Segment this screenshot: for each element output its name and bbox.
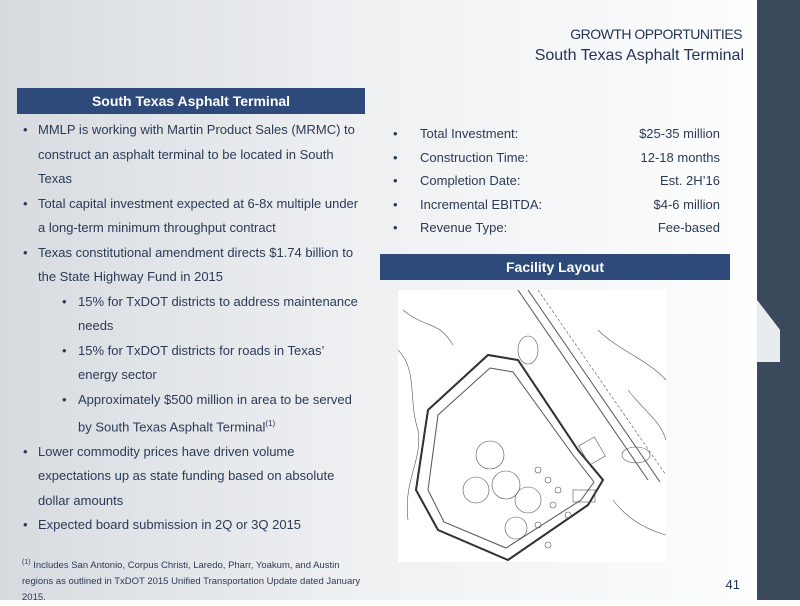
- metric-row: [393, 169, 720, 193]
- footnote-text: Includes San Antonio, Corpus Christi, Laredo, Pharr, Yoakum, and Austin regions as outlined in TxDOT 2015 Unified Transportation Update dated January 2015.: [22, 560, 361, 604]
- page-number: 41: [725, 577, 740, 592]
- slide-subtitle: South Texas Asphalt Terminal: [534, 47, 744, 64]
- bullet-text: Lower commodity prices have driven volume expectations up as state funding based on absolute dollar amounts: [38, 443, 335, 508]
- metric-value: 12-18 months: [640, 149, 720, 165]
- metric-value: Fee-based: [657, 220, 720, 235]
- metric-row: [393, 146, 720, 170]
- sub-bullet-item: [22, 339, 367, 388]
- metric-label: Total Investment:: [420, 126, 519, 141]
- metric-row: [393, 193, 720, 217]
- left-section-header: South Texas Asphalt Terminal: [17, 88, 365, 114]
- facility-layout-drawing: [398, 290, 666, 562]
- bullet-dot: •: [393, 126, 398, 141]
- section-title: GROWTH OPPORTUNITIES: [570, 26, 742, 42]
- facility-section-header: Facility Layout: [380, 254, 730, 280]
- bullet-item: [22, 118, 367, 192]
- sub-bullet-item: [22, 388, 367, 440]
- footnote-marker: (1): [22, 559, 31, 566]
- bullet-text: 15% for TxDOT districts for roads in Texas’ energy sector: [78, 342, 324, 382]
- bullet-text: MMLP is working with Martin Product Sales (MRMC) to construct an asphalt terminal to be located in South Texas: [38, 122, 355, 186]
- bullet-text: Approximately $500 million in area to be served by South Texas Asphalt Terminal: [78, 391, 352, 435]
- metric-label: Construction Time:: [420, 149, 529, 165]
- metric-row: [393, 122, 720, 146]
- metric-label: Revenue Type:: [420, 220, 508, 235]
- bullet-item: [22, 440, 367, 514]
- metrics-list: [393, 122, 720, 240]
- site-plan-image: [398, 290, 666, 562]
- bullet-dot: •: [393, 173, 398, 188]
- metric-label: Completion Date:: [420, 173, 521, 188]
- metric-value: $25-35 million: [639, 126, 720, 141]
- bullet-dot: •: [393, 220, 398, 235]
- bullet-dot: •: [393, 149, 398, 165]
- bullet-text: 15% for TxDOT districts to address maintenance needs: [78, 293, 358, 333]
- sub-bullet-item: [22, 290, 367, 339]
- bullet-item: [22, 513, 367, 538]
- metric-row: [393, 216, 720, 240]
- bullet-text: Expected board submission in 2Q or 3Q 2015: [38, 517, 302, 533]
- bullet-item: [22, 241, 367, 290]
- bullet-dot: •: [393, 196, 398, 212]
- footnote: [22, 555, 367, 606]
- metric-value: Est. 2H’16: [660, 173, 720, 188]
- metric-label: Incremental EBITDA:: [420, 196, 543, 212]
- bullet-text: Texas constitutional amendment directs $1.74 billion to the State Highway Fund in 2015: [38, 244, 354, 284]
- bullet-list: [22, 118, 367, 538]
- metric-value: $4-6 million: [653, 196, 720, 212]
- bullet-text: Total capital investment expected at 6-8x multiple under a long-term minimum throughput contract: [38, 195, 359, 235]
- footnote-reference: (1): [265, 419, 276, 428]
- bullet-item: [22, 192, 367, 241]
